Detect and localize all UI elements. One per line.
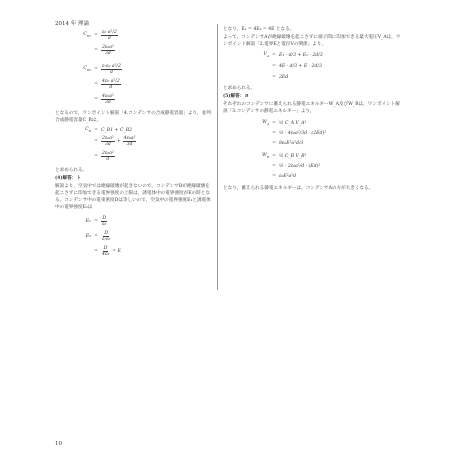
paragraph: となり，蓄えられる静電エネルギーは，コンデンサAの方が大きくなる。 <box>223 186 374 191</box>
answer-heading: (5)解答：ヨ <box>223 94 249 99</box>
equation-cb: $C_B$ = C_B1 + C_B2 <box>85 126 132 133</box>
equation-wa: $W_A$ = ½ C_A V_A² <box>262 119 307 126</box>
paragraph: 解説より，空気中では絶縁破壊が起きないので，コンデンサBが絶縁破壊を起こさずに印加できる電界強度の上限は，誘電体中の電界強度がEの時となる。コンデンサ中の電束密度Dは等しいので，空気中の電界強度E₁と誘電体中の電界強度E₂は <box>55 184 211 210</box>
equation-wb: $W_B$ = ½ C_B V_B² <box>262 152 307 159</box>
equation-va: $V_A$ = E₁ · d/3 + E₂ · 2d/3 <box>263 51 323 58</box>
equation-e1: E₁ = $\frac{D}{\text{ε₀}}$ <box>85 216 107 227</box>
left-column: $C_{B1}$ = $\frac{\text{ε₀ a²/2}}{d}$ = $\frac{\text{2ε₀a²}}{3d}$ $C_{B2}$ = $\frac{\text{εᵣε₀ a²/2}}{d}$ = $\frac{\text{4ε₀ a²/2}}{d}$ = $\frac{\text{4ε₀a²}}{3d}$ となるので，ワンポイント解説「4.コンデンサの合成静電容量」より，並列合成静電容量C_Bは， $C_B$ = C_B1 + C_B2 = $\frac{\text{2ε₀a²}}{3d}$ + $\frac{\text{4ε₀a²}}{3d}$ = $\frac{\text{2ε₀a²}}{d}$ と求められる。 (4)解答：ト 解説より，空気中では絶縁破壊が起きないので，コンデンサBが絶縁破壊を起こさずに印加できる電界強度の上限は，誘電体中の電界強度がEの時となる。コンデンサ中の電束密度Dは等しいので，空気中の電界強度E₁と誘電体中の電界強度E₂は E₁ = $\frac{D}{\text{ε₀}}$ E₂ = $\frac{D}{\text{εᵣε₀}}$ = $\frac{D}{\text{4ε₀}}$ = E <box>55 28 213 259</box>
paragraph: それぞれのコンデンサに蓄えられる静電エネルギーW_A及びW_Bは，ワンポイント解説「3.コンデンサの静電エネルギー」より， <box>223 102 400 114</box>
paragraph: となり，E₁ = 4E₂ = 4E となる。 <box>223 27 295 32</box>
right-column: となり，E₁ = 4E₂ = 4E となる。 よって，コンデンサAが絶縁破壊を起こさずに端子間に印加できる最大電圧V_Aは，ワンポイント解説「2.電界Eと電位Vの関係」より， $V_A$ = E₁ · d/3 + E₂ · 2d/3 = 4E · d/3 + E · 2d/3 = 2Ed と求められる。 (5)解答：ヨ それぞれのコンデンサに蓄えられる静電エネルギーW_A及びW_Bは，ワンポイント解説「3.コンデンサの静電エネルギー」より， $W_A$ = ½ C_A V_A² = ½ · 4ε₀a²/3d · (2Ed)² = 8ε₀E²a²d/3 $W_B$ = ½ C_B V_B² = ½ · 2ε₀a²/d · (Ed)² = ε₀E²a²d となり，蓄えられる静電エネルギーは，コンデンサAの方が大きくなる。 <box>223 25 403 193</box>
paragraph: と求められる。 <box>55 168 88 173</box>
answer-heading: (4)解答：ト <box>55 176 81 181</box>
equation-e2: E₂ = $\frac{D}{\text{εᵣε₀}}$ <box>85 231 111 242</box>
equation-cb1: $C_{B1}$ = $\frac{\text{ε₀ a²/2}}{d}$ <box>83 30 117 41</box>
running-header: 2014 年 理論 <box>55 21 89 27</box>
paragraph: と求められる。 <box>223 86 256 91</box>
page-number: 10 <box>55 441 62 447</box>
paragraph: よって，コンデンサAが絶縁破壊を起こさずに端子間に印加できる最大電圧V_Aは，ワンポイント解説「2.電界Eと電位Vの関係」より， <box>223 35 401 47</box>
paragraph: となるので，ワンポイント解説「4.コンデンサの合成静電容量」より，並列合成静電容量C_Bは， <box>55 111 211 123</box>
equation-cb2: $C_{B2}$ = $\frac{\text{εᵣε₀ a²/2}}{d}$ <box>83 64 121 75</box>
column-divider <box>217 24 218 290</box>
